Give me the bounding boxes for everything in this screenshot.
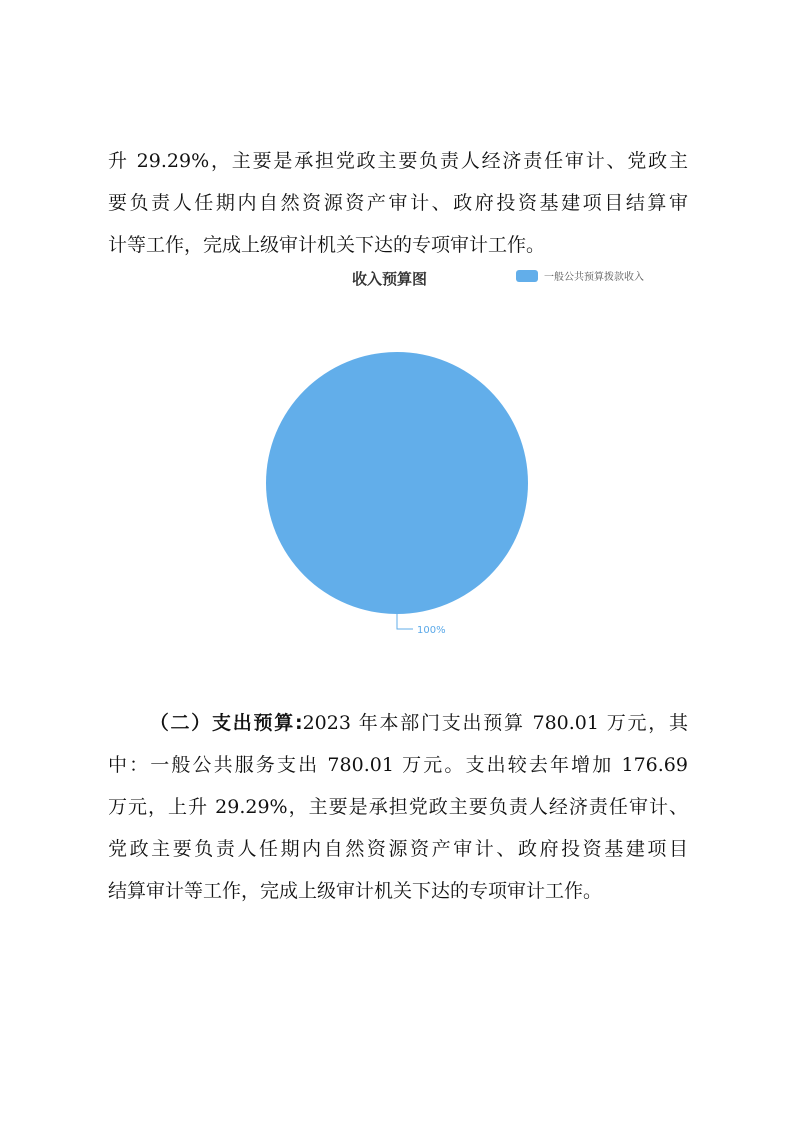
text-fragment: 2023 年本部门支出预算 780.01 万元，其 (302, 712, 688, 734)
pie-label-leader (397, 614, 413, 629)
text-line: 要负责人任期内自然资源资产审计、政府投资基建项目结算审 (108, 192, 688, 214)
legend-swatch (516, 270, 538, 282)
pie-data-label: 100% (417, 625, 446, 636)
text-line: 结算审计等工作，完成上级审计机关下达的专项审计工作。 (108, 880, 603, 902)
pie-slice[interactable] (266, 352, 528, 614)
text-line: 党政主要负责人任期内自然资源资产审计、政府投资基建项目 (108, 838, 688, 860)
income-paragraph-continued (108, 140, 688, 266)
text-line (108, 702, 688, 744)
text-line: 计等工作，完成上级审计机关下达的专项审计工作。 (108, 234, 546, 256)
expenditure-paragraph (108, 702, 688, 912)
chart-legend[interactable] (516, 268, 644, 283)
chart-title: 收入预算图 (352, 270, 428, 288)
text-line: 中：一般公共服务支出 780.01 万元。支出较去年增加 176.69 (108, 754, 688, 776)
legend-label: 一般公共预算拨款收入 (544, 272, 644, 283)
section-heading: （二）支出预算: (148, 712, 303, 734)
text-line: 升 29.29%，主要是承担党政主要负责人经济责任审计、党政主 (108, 150, 688, 172)
text-line: 万元，上升 29.29%，主要是承担党政主要负责人经济责任审计、 (108, 796, 688, 818)
